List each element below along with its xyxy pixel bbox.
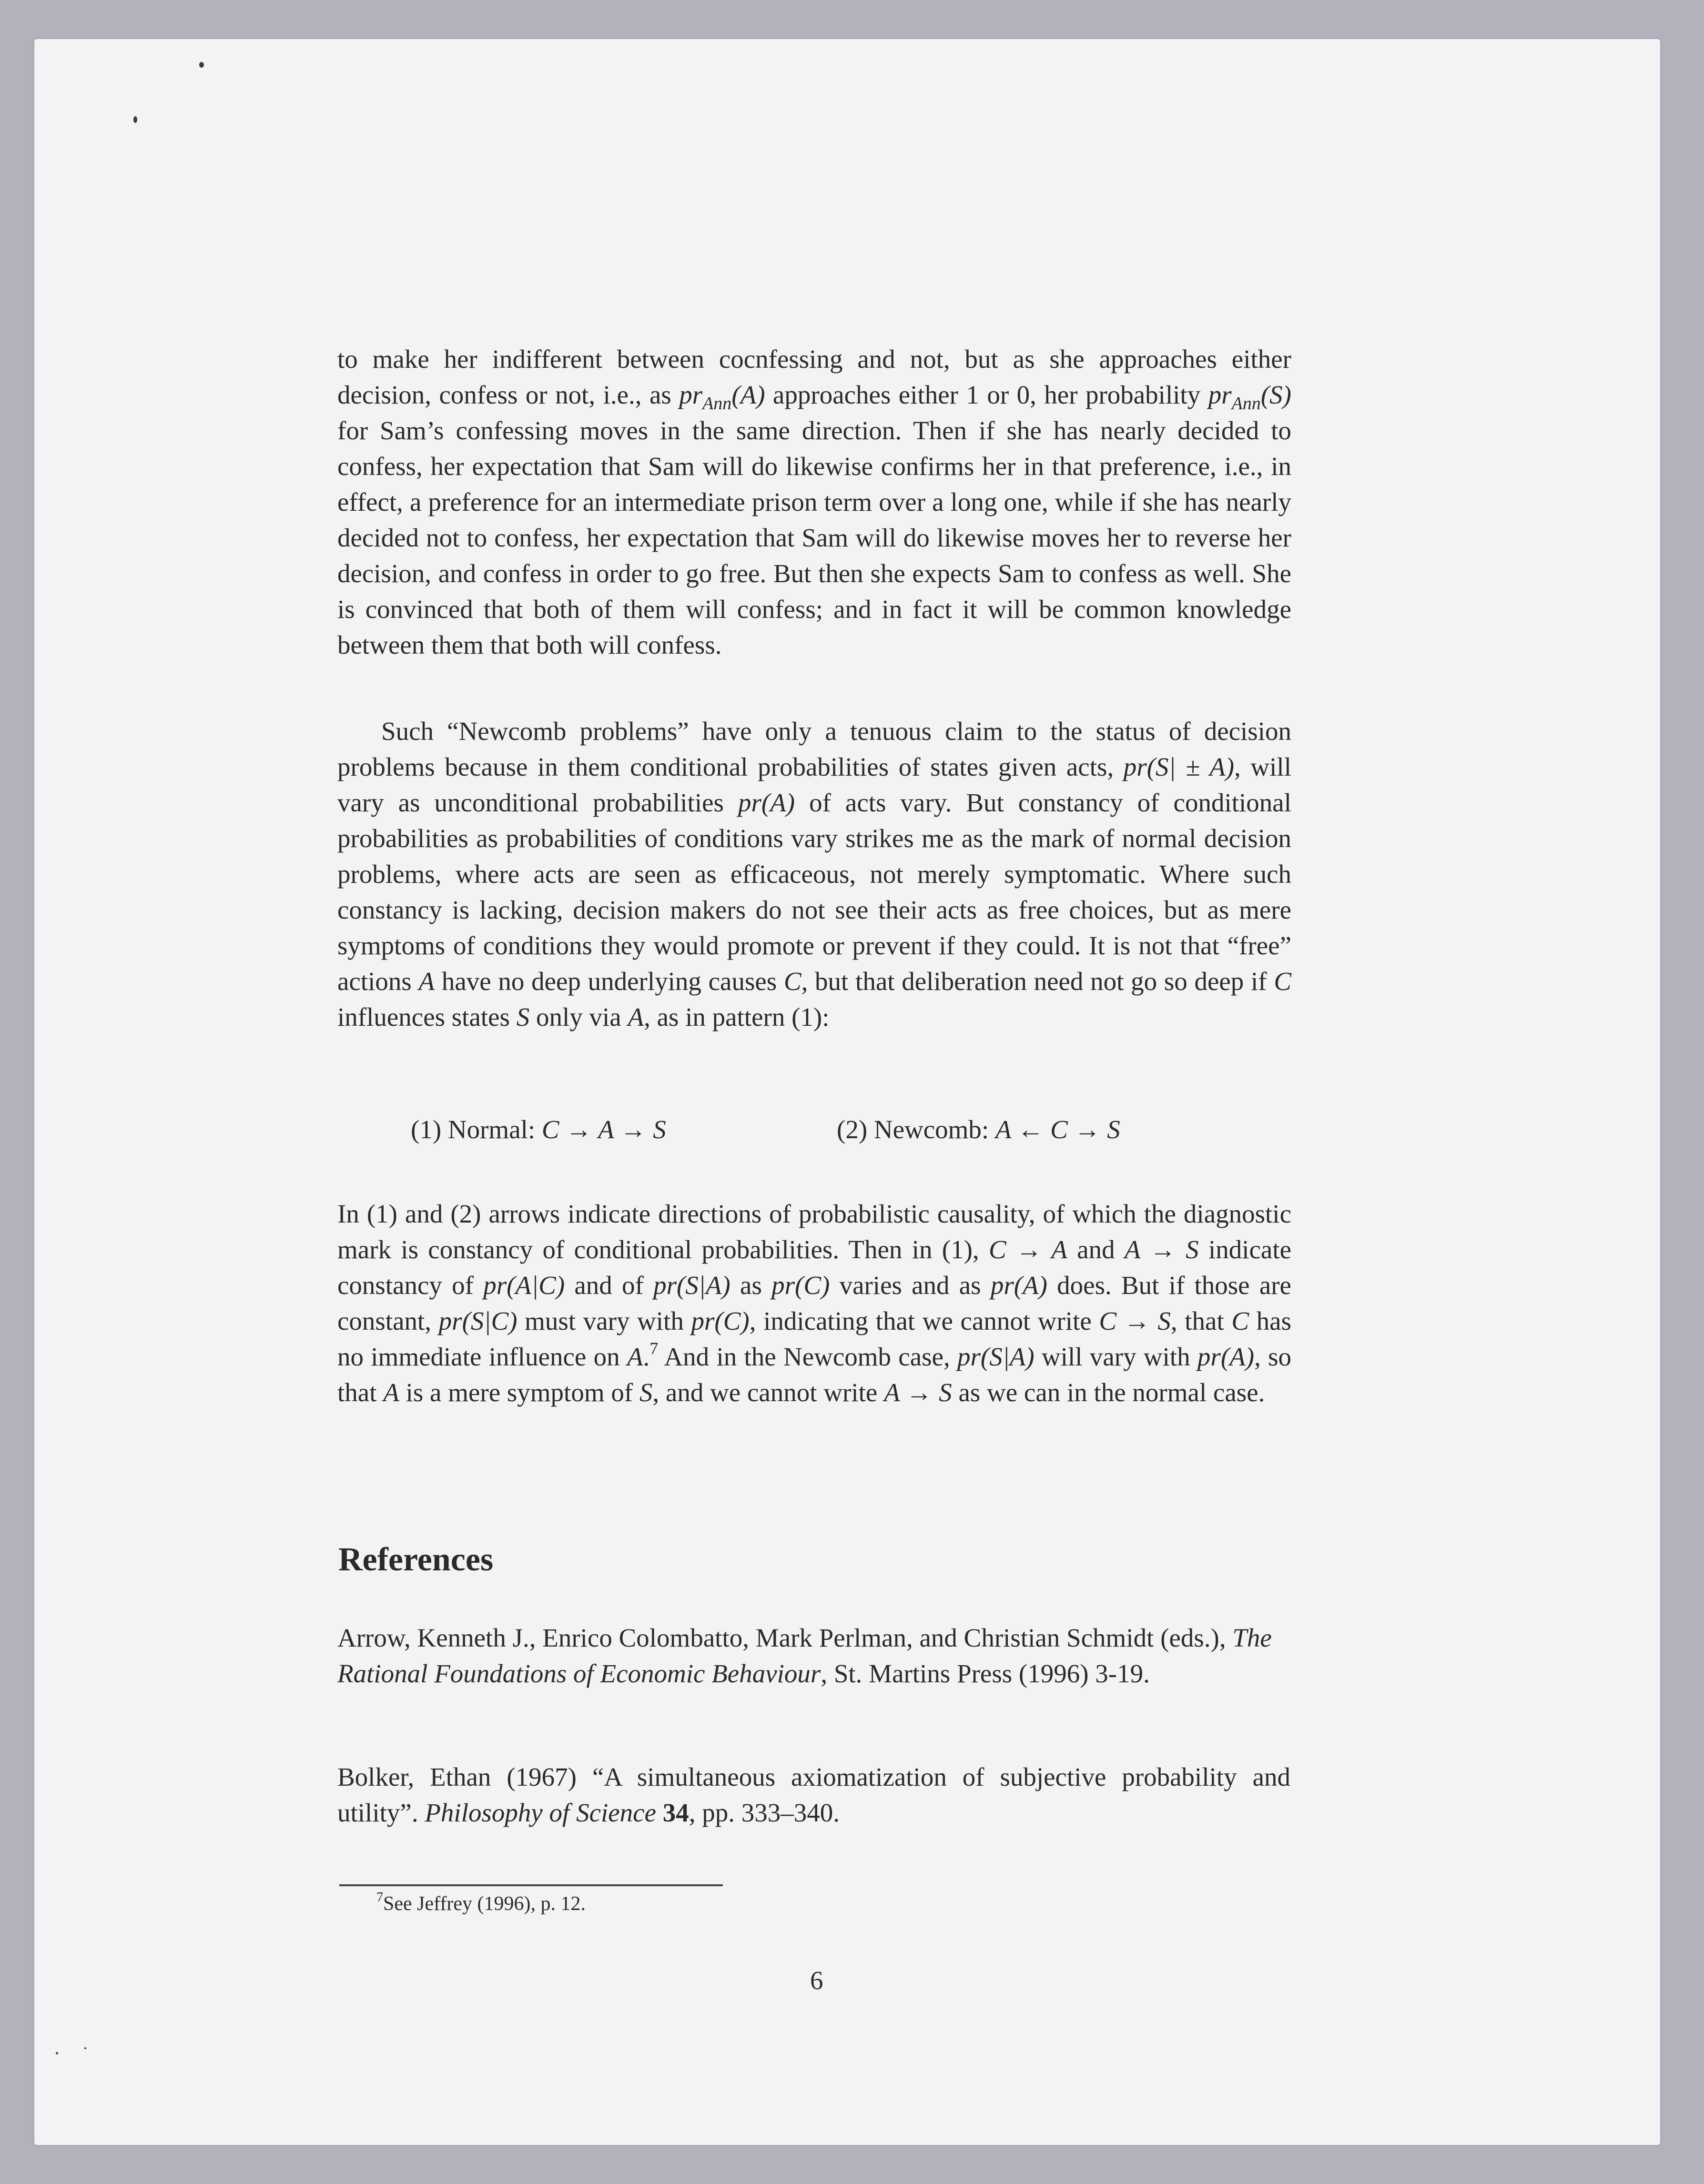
text-run: either decision, confess or not, i.e., as <box>337 344 1291 409</box>
text-run: , and we cannot write <box>652 1378 884 1407</box>
body-paragraph-2 <box>337 713 1291 1035</box>
math-expression: A → S <box>1124 1235 1199 1264</box>
text-run: , will vary as unconditional probabilities <box>337 752 1291 817</box>
scan-speck <box>84 2047 86 2049</box>
footnote-marker: 7 <box>376 1890 383 1905</box>
math-expression: C → S <box>1099 1306 1171 1335</box>
text-run: her probability <box>1044 380 1208 409</box>
scan-speck <box>56 2052 58 2054</box>
math-expression: pr(C) <box>691 1306 750 1335</box>
footnote-divider <box>339 1884 723 1886</box>
pattern-formula: C → A → S <box>541 1115 666 1144</box>
text-run: must vary with <box>517 1306 691 1335</box>
pattern-label: (2) Newcomb: <box>837 1115 995 1144</box>
math-variable: A <box>627 1342 643 1371</box>
math-expression: pr(A) <box>990 1271 1047 1300</box>
math-expression: C → A <box>988 1235 1067 1264</box>
math-expression: pr(S|C) <box>438 1306 517 1335</box>
text-run: indicate constancy of <box>337 1235 1292 1300</box>
math-expression: A → S <box>884 1378 952 1407</box>
math-variable: C <box>783 967 801 996</box>
text-run: as <box>730 1271 772 1300</box>
text-run: approaches either 1 or 0, <box>765 380 1036 409</box>
math-subscript: Ann <box>702 394 732 414</box>
scan-speck <box>199 62 204 68</box>
math-variable: A <box>628 1002 644 1031</box>
math-arg: (S) <box>1260 380 1291 409</box>
text-run: , but that deliberation need not go so deep if <box>801 967 1274 996</box>
text-run: only via <box>529 1002 628 1031</box>
text-run: does. But if those are constant, <box>337 1271 1291 1335</box>
math-variable: A <box>418 967 435 996</box>
text-run: In (1) and (2) arrows indicate directions of probabilistic causality, of which the diagnostic mark is constancy of conditional probabilities. Then in (1), <box>337 1199 1291 1264</box>
math-variable: S <box>639 1378 653 1407</box>
text-run: of acts vary. But constancy of conditional probabilities as probabilities of conditions vary strikes me as the mark of normal decision problems, where acts are seen as efficaceous, not merely symptomatic. Where such constancy is lacking, decision makers do not see their acts as free choices, but as mere symptoms of conditions they would promote or prevent if they could. It is not that “free” actions <box>337 788 1291 996</box>
pattern-newcomb <box>837 1112 1120 1147</box>
reference-volume: 34 <box>656 1798 689 1827</box>
math-expression: pr(S|A) <box>957 1342 1035 1371</box>
reference-item-arrow <box>337 1620 1314 1691</box>
text-run: has no immediate influence on <box>337 1306 1291 1371</box>
pattern-normal <box>411 1112 666 1147</box>
math-expression: pr(C) <box>771 1271 830 1300</box>
text-run: , as in pattern (1): <box>644 1002 830 1031</box>
footnote-reference-7[interactable]: 7 <box>649 1339 659 1358</box>
math-expression: pr(S|A) <box>653 1271 730 1300</box>
text-run: varies and as <box>830 1271 991 1300</box>
text-run: have no deep underlying causes <box>435 967 784 996</box>
math-expression: pr(S| ± A) <box>1123 752 1235 781</box>
reference-journal: Philosophy of Science <box>425 1798 657 1827</box>
reference-authors: Bolker, Ethan (1967) “A simultaneous axiomatization of subjective probability and utility”. <box>337 1762 1290 1827</box>
text-run: and <box>1067 1235 1125 1264</box>
text-run: , that <box>1170 1306 1232 1335</box>
math-expression: pr(A) <box>738 788 795 817</box>
reference-title: The Rational Foundations of Economic Behaviour <box>337 1623 1272 1688</box>
text-run: Such “Newcomb problems” have only a tenuous claim to the status of decision problems because in them conditional probabilities of states given acts, <box>337 717 1291 781</box>
scan-speck <box>133 116 137 123</box>
pattern-label: (1) Normal: <box>411 1115 542 1144</box>
reference-item-bolker <box>337 1759 1290 1830</box>
text-run: as we can in the normal case. <box>952 1378 1265 1407</box>
reference-publication: , St. Martins Press (1996) 3-19. <box>821 1659 1150 1688</box>
math-subscript: Ann <box>1231 394 1261 414</box>
text-run: , indicating that we cannot write <box>749 1306 1099 1335</box>
math-variable: C <box>1274 967 1292 996</box>
text-run: will vary with <box>1034 1342 1197 1371</box>
text-run: to make her indifferent between cocnfessing and not, but as she approaches <box>337 344 1217 374</box>
references-heading: References <box>338 1541 494 1578</box>
text-run: , so that <box>337 1342 1291 1407</box>
footnote-text: See Jeffrey (1996), p. 12. <box>383 1893 586 1915</box>
math-variable: C <box>1231 1306 1249 1335</box>
math-expression: pr(A) <box>1197 1342 1255 1371</box>
math-expression: pr(A|C) <box>483 1271 565 1300</box>
text-run: is a mere symptom of <box>399 1378 639 1407</box>
pattern-formula: A ← C → S <box>995 1115 1120 1144</box>
text-run: and of <box>565 1271 654 1300</box>
math-variable: S <box>516 1002 530 1031</box>
text-run: for Sam’s confessing moves in the same direction. <box>337 416 902 445</box>
math-pr: pr <box>1208 380 1232 409</box>
footnote-7 <box>376 1890 586 1915</box>
math-arg: (A) <box>731 380 765 409</box>
reference-authors: Arrow, Kenneth J., Enrico Colombatto, Mark Perlman, and Christian Schmidt (eds.), <box>337 1623 1233 1652</box>
text-run: Then if she has nearly decided to confess, her expectation that Sam will do likewise confirms her in that preference, i.e., in effect, a preference for an intermediate prison term over a long one, while if she has nearly decided not to confess, her expectation that Sam will do likewise moves her to reverse her decision, and confess in order to go free. But then she expects Sam to confess as well. She is convinced that both of them will confess; and in fact it will be common knowledge between them that both will confess. <box>337 416 1291 659</box>
math-pr: pr <box>679 380 703 409</box>
text-run: influences states <box>337 1002 517 1031</box>
page-number: 6 <box>810 1966 823 1995</box>
math-variable: A <box>383 1378 399 1407</box>
text-run: . <box>643 1342 650 1371</box>
text-run: And in the Newcomb case, <box>658 1342 957 1371</box>
body-paragraph-1 <box>337 341 1291 663</box>
reference-pages: , pp. 333–340. <box>689 1798 840 1827</box>
body-paragraph-3 <box>337 1196 1291 1410</box>
